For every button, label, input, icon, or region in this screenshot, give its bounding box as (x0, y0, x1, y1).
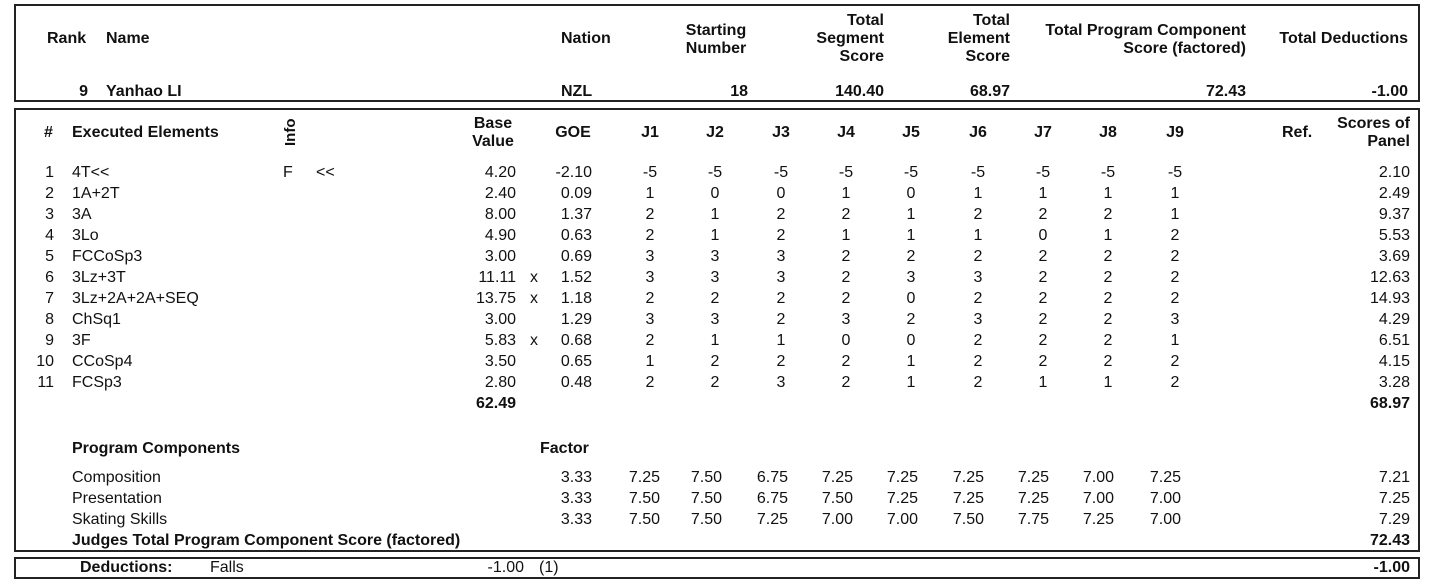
element-goe: 0.63 (560, 227, 592, 244)
element-judge-score: 1 (1103, 185, 1113, 202)
elements-panel-total: 68.97 (1369, 395, 1410, 412)
element-panel-score: 3.28 (1378, 374, 1410, 391)
element-judge-score: 1 (710, 332, 720, 349)
element-bonus-marker: x (530, 290, 538, 307)
component-judge-score: 7.00 (821, 511, 853, 528)
skater-rank: 9 (79, 83, 88, 100)
element-judge-score: 2 (841, 248, 851, 265)
deduction-item-label: Falls (210, 559, 244, 576)
element-judge-score: 2 (973, 332, 983, 349)
tss-header-3: Score (839, 48, 884, 65)
ref-header: Ref. (1282, 124, 1313, 141)
element-bonus-marker: x (530, 332, 538, 349)
element-judge-score: 1 (776, 332, 786, 349)
element-judge-score: 2 (645, 290, 655, 307)
element-base-value: 3.00 (484, 311, 516, 328)
element-name: 3Lo (72, 227, 99, 244)
tss-header-2: Segment (816, 30, 884, 47)
tes-header-1: Total (972, 12, 1010, 29)
element-goe: 1.29 (560, 311, 592, 328)
element-judge-score: 3 (645, 311, 655, 328)
element-panel-score: 14.93 (1369, 290, 1410, 307)
element-judge-score: 2 (645, 332, 655, 349)
element-goe: 0.65 (560, 353, 592, 370)
tss-header-1: Total (846, 12, 884, 29)
element-judge-score: 2 (1103, 311, 1113, 328)
element-judge-score: 3 (973, 269, 983, 286)
element-panel-score: 4.15 (1378, 353, 1410, 370)
element-base-value: 8.00 (484, 206, 516, 223)
judge-header-3: J3 (772, 124, 790, 141)
component-name: Presentation (72, 490, 162, 507)
element-judge-score: 2 (645, 206, 655, 223)
element-name: 3Lz+2A+2A+SEQ (72, 290, 199, 307)
element-judge-score: 3 (841, 311, 851, 328)
name-header: Name (106, 30, 150, 47)
element-goe: 1.18 (560, 290, 592, 307)
element-number: 10 (36, 353, 54, 370)
element-number: 4 (45, 227, 54, 244)
deductions-total: -1.00 (1373, 559, 1410, 576)
judge-header-9: J9 (1166, 124, 1184, 141)
element-judge-score: 1 (710, 206, 720, 223)
element-judge-score: 2 (1038, 353, 1048, 370)
element-judge-score: 2 (841, 290, 851, 307)
element-judge-score: 2 (1170, 290, 1180, 307)
element-panel-score: 6.51 (1378, 332, 1410, 349)
judge-header-2: J2 (706, 124, 724, 141)
deduction-item-value: -1.00 (487, 559, 524, 576)
skater-pcs: 72.43 (1205, 83, 1246, 100)
base-value-header-2: Value (472, 133, 514, 150)
component-judge-score: 7.50 (690, 469, 722, 486)
element-goe: 0.69 (560, 248, 592, 265)
element-goe: 0.09 (560, 185, 592, 202)
component-judge-score: 7.25 (886, 490, 918, 507)
element-judge-score: 3 (645, 269, 655, 286)
element-judge-score: 3 (776, 269, 786, 286)
deductions-label: Deductions: (80, 559, 173, 576)
element-judge-score: 0 (710, 185, 720, 202)
goe-header: GOE (555, 124, 591, 141)
element-judge-score: 2 (973, 374, 983, 391)
element-judge-score: 1 (841, 185, 851, 202)
component-judge-score: 7.25 (1017, 469, 1049, 486)
component-judge-score: 7.25 (1149, 469, 1181, 486)
skater-starting-number: 18 (730, 83, 748, 100)
skater-total-deductions: -1.00 (1371, 83, 1408, 100)
element-number: 1 (45, 164, 54, 181)
component-judge-score: 7.25 (952, 490, 984, 507)
element-judge-score: 1 (1103, 227, 1113, 244)
element-judge-score: -5 (773, 164, 789, 181)
element-judge-score: 2 (841, 206, 851, 223)
skater-name: Yanhao LI (106, 83, 182, 100)
executed-elements-header: Executed Elements (72, 124, 219, 141)
element-judge-score: 3 (710, 311, 720, 328)
element-judge-score: 0 (906, 290, 916, 307)
element-judge-score: 1 (1170, 185, 1180, 202)
element-name: 1A+2T (72, 185, 120, 202)
judges-total-pcs-value: 72.43 (1369, 532, 1410, 549)
element-judge-score: 2 (973, 353, 983, 370)
element-judge-score: 1 (906, 374, 916, 391)
judge-header-7: J7 (1034, 124, 1052, 141)
element-judge-score: 2 (1103, 332, 1113, 349)
element-judge-score: 1 (710, 227, 720, 244)
judge-header-8: J8 (1099, 124, 1117, 141)
element-judge-score: 0 (776, 185, 786, 202)
element-base-value: 3.00 (484, 248, 516, 265)
element-number: 6 (45, 269, 54, 286)
element-judge-score: 2 (1038, 248, 1048, 265)
element-goe: 1.52 (560, 269, 592, 286)
pcs-header-1: Total Program Component (1045, 22, 1246, 39)
judges-total-pcs-label: Judges Total Program Component Score (factored) (72, 532, 461, 549)
element-panel-score: 4.29 (1378, 311, 1410, 328)
element-judge-score: 2 (906, 311, 916, 328)
component-judge-score: 7.25 (821, 469, 853, 486)
element-name: 3A (72, 206, 92, 223)
element-judge-score: 2 (841, 374, 851, 391)
element-judge-score: 0 (906, 332, 916, 349)
element-number: 5 (45, 248, 54, 265)
element-judge-score: 2 (841, 269, 851, 286)
element-name: CCoSp4 (72, 353, 133, 370)
element-judge-score: 3 (776, 374, 786, 391)
judge-header-6: J6 (969, 124, 987, 141)
element-judge-score: 3 (973, 311, 983, 328)
element-judge-score: -5 (642, 164, 658, 181)
element-panel-score: 3.69 (1378, 248, 1410, 265)
element-judge-score: -5 (838, 164, 854, 181)
component-judge-score: 7.50 (821, 490, 853, 507)
component-judge-score: 7.50 (952, 511, 984, 528)
element-judge-score: 1 (906, 353, 916, 370)
element-judge-score: -5 (707, 164, 723, 181)
element-judge-score: 3 (645, 248, 655, 265)
element-judge-score: 2 (973, 248, 983, 265)
component-judge-score: 7.25 (756, 511, 788, 528)
element-judge-score: 2 (776, 227, 786, 244)
element-judge-score: 1 (973, 185, 983, 202)
element-judge-score: 1 (1038, 374, 1048, 391)
base-value-header-1: Base (473, 115, 513, 132)
element-panel-score: 2.49 (1378, 185, 1410, 202)
element-judge-score: 1 (645, 353, 655, 370)
element-panel-score: 12.63 (1369, 269, 1410, 286)
element-judge-score: 1 (906, 206, 916, 223)
element-judge-score: 2 (973, 290, 983, 307)
element-judge-score: 2 (645, 374, 655, 391)
program-components-header: Program Components (72, 440, 241, 457)
element-info-marker: << (316, 164, 335, 181)
element-name: FCSp3 (72, 374, 122, 391)
element-judge-score: 3 (906, 269, 916, 286)
element-judge-score: 2 (1038, 290, 1048, 307)
element-number: 11 (37, 374, 54, 391)
element-name: 3F (72, 332, 91, 349)
element-base-value: 11.11 (478, 269, 516, 286)
component-factor: 3.33 (560, 469, 592, 486)
element-goe: 0.48 (560, 374, 592, 391)
element-judge-score: 2 (710, 353, 720, 370)
element-judge-score: 2 (841, 353, 851, 370)
skater-nation: NZL (561, 83, 593, 100)
element-judge-score: 2 (1038, 269, 1048, 286)
element-number: 3 (45, 206, 54, 223)
info-header: Info (282, 118, 299, 146)
rank-header: Rank (47, 30, 87, 47)
deduction-item-count: (1) (539, 559, 559, 576)
component-judge-score: 7.75 (1017, 511, 1049, 528)
judge-header-4: J4 (837, 124, 855, 141)
element-judge-score: 2 (1038, 206, 1048, 223)
element-bonus-marker: x (530, 269, 538, 286)
element-goe: 1.37 (560, 206, 592, 223)
element-judge-score: 2 (776, 206, 786, 223)
element-judge-score: 0 (1038, 227, 1048, 244)
element-judge-score: 3 (710, 248, 720, 265)
component-judge-score: 6.75 (756, 469, 788, 486)
component-name: Composition (72, 469, 161, 486)
component-factor: 3.33 (560, 511, 592, 528)
element-base-value: 2.80 (484, 374, 516, 391)
element-judge-score: 2 (776, 290, 786, 307)
component-judge-score: 7.25 (628, 469, 660, 486)
element-base-value: 5.83 (484, 332, 516, 349)
element-number: 9 (45, 332, 54, 349)
judge-header-5: J5 (902, 124, 920, 141)
element-judge-score: 2 (776, 311, 786, 328)
component-judge-score: 7.25 (1082, 511, 1114, 528)
element-judge-score: 3 (776, 248, 786, 265)
component-judge-score: 7.25 (886, 469, 918, 486)
element-judge-score: 3 (1170, 311, 1180, 328)
element-name: 3Lz+3T (72, 269, 126, 286)
element-base-value: 4.90 (484, 227, 516, 244)
element-judge-score: 2 (710, 374, 720, 391)
element-judge-score: -5 (1167, 164, 1183, 181)
element-goe: -2.10 (555, 164, 592, 181)
starting-number-header-1: Starting (685, 22, 747, 39)
element-judge-score: 1 (645, 185, 655, 202)
component-judge-score: 7.50 (690, 511, 722, 528)
element-number: 8 (45, 311, 54, 328)
component-judge-score: 7.25 (1017, 490, 1049, 507)
component-panel-score: 7.29 (1378, 511, 1410, 528)
starting-number-header-2: Number (685, 40, 747, 57)
element-info: F (283, 164, 293, 181)
component-judge-score: 7.00 (1149, 490, 1181, 507)
element-number: 7 (45, 290, 54, 307)
element-judge-score: -5 (1035, 164, 1051, 181)
component-judge-score: 6.75 (756, 490, 788, 507)
element-name: ChSq1 (72, 311, 121, 328)
component-judge-score: 7.50 (690, 490, 722, 507)
element-judge-score: 1 (973, 227, 983, 244)
element-judge-score: 2 (1103, 248, 1113, 265)
element-judge-score: 1 (906, 227, 916, 244)
scores-of-panel-header-1: Scores of (1337, 115, 1410, 132)
element-judge-score: 2 (1038, 311, 1048, 328)
element-panel-score: 2.10 (1378, 164, 1410, 181)
element-base-value: 2.40 (484, 185, 516, 202)
element-judge-score: 2 (1170, 227, 1180, 244)
element-judge-score: 2 (906, 248, 916, 265)
pcs-header-2: Score (factored) (1123, 40, 1246, 57)
component-judge-score: 7.25 (952, 469, 984, 486)
component-judge-score: 7.00 (886, 511, 918, 528)
tes-header-2: Element (947, 30, 1010, 47)
element-judge-score: 1 (841, 227, 851, 244)
element-judge-score: 2 (1038, 332, 1048, 349)
nation-header: Nation (561, 30, 611, 47)
component-judge-score: 7.00 (1082, 490, 1114, 507)
element-judge-score: -5 (970, 164, 986, 181)
total-deductions-header: Total Deductions (1279, 30, 1408, 47)
factor-header: Factor (540, 440, 589, 457)
element-judge-score: 2 (1103, 206, 1113, 223)
element-judge-score: 0 (906, 185, 916, 202)
judge-header-1: J1 (641, 124, 659, 141)
base-value-total: 62.49 (475, 395, 516, 412)
element-base-value: 13.75 (475, 290, 516, 307)
component-panel-score: 7.25 (1378, 490, 1410, 507)
element-judge-score: 1 (1170, 332, 1180, 349)
element-judge-score: 2 (1170, 269, 1180, 286)
component-name: Skating Skills (72, 511, 168, 528)
element-judge-score: 0 (841, 332, 851, 349)
element-judge-score: 1 (1038, 185, 1048, 202)
element-judge-score: 2 (1170, 248, 1180, 265)
element-judge-score: 2 (1170, 374, 1180, 391)
element-base-value: 4.20 (484, 164, 516, 181)
tes-header-3: Score (965, 48, 1010, 65)
element-goe: 0.68 (560, 332, 592, 349)
element-judge-score: -5 (903, 164, 919, 181)
component-judge-score: 7.00 (1149, 511, 1181, 528)
element-judge-score: 1 (1103, 374, 1113, 391)
element-name: FCCoSp3 (72, 248, 143, 265)
component-judge-score: 7.00 (1082, 469, 1114, 486)
element-panel-score: 5.53 (1378, 227, 1410, 244)
element-judge-score: 2 (776, 353, 786, 370)
component-judge-score: 7.50 (628, 490, 660, 507)
scores-of-panel-header-2: Panel (1367, 133, 1410, 150)
element-number: 2 (45, 185, 54, 202)
element-judge-score: 2 (710, 290, 720, 307)
element-judge-score: 2 (973, 206, 983, 223)
component-panel-score: 7.21 (1378, 469, 1410, 486)
skater-tes: 68.97 (969, 83, 1010, 100)
element-name: 4T<< (72, 164, 110, 181)
element-judge-score: 3 (710, 269, 720, 286)
element-judge-score: 2 (1170, 353, 1180, 370)
element-judge-score: 1 (1170, 206, 1180, 223)
component-factor: 3.33 (560, 490, 592, 507)
element-judge-score: 2 (1103, 269, 1113, 286)
element-base-value: 3.50 (484, 353, 516, 370)
element-panel-score: 9.37 (1378, 206, 1410, 223)
element-number-header: # (44, 124, 53, 141)
skater-tss: 140.40 (835, 83, 884, 100)
element-judge-score: 2 (1103, 353, 1113, 370)
component-judge-score: 7.50 (628, 511, 660, 528)
element-judge-score: -5 (1100, 164, 1116, 181)
element-judge-score: 2 (645, 227, 655, 244)
element-judge-score: 2 (1103, 290, 1113, 307)
